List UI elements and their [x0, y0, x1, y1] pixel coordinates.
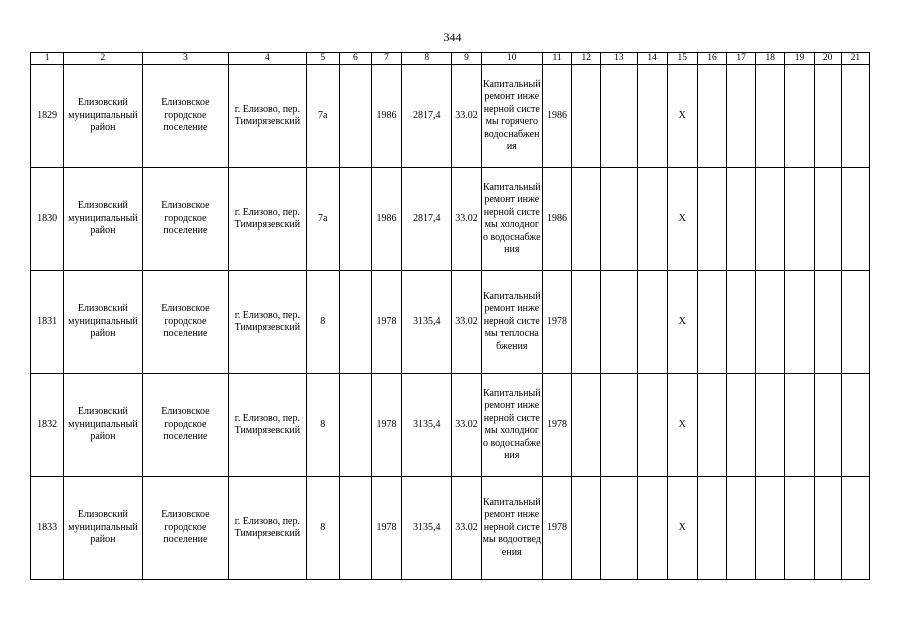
column-number-cell: 3 — [142, 53, 229, 65]
col18-cell — [756, 168, 785, 271]
column-number-cell: 19 — [785, 53, 814, 65]
col14-cell — [637, 168, 667, 271]
work-type-cell: Капитальный ремонт инженерной системы горячего водоснабжения — [481, 65, 542, 168]
column-number-row — [31, 53, 870, 65]
registry-table — [30, 52, 870, 580]
col21-cell — [841, 271, 869, 374]
row-number-cell: 1832 — [31, 374, 64, 477]
district-cell: Елизовский муниципальный район — [64, 168, 142, 271]
district-cell: Елизовский муниципальный район — [64, 271, 142, 374]
col17-cell — [727, 477, 756, 580]
col13-cell — [601, 477, 637, 580]
col12-cell — [572, 65, 601, 168]
col12-cell — [572, 168, 601, 271]
table-row — [31, 477, 870, 580]
column-number-cell: 20 — [814, 53, 841, 65]
column-number-cell: 4 — [229, 53, 306, 65]
col11-cell: 1978 — [542, 374, 571, 477]
column-number-cell: 18 — [756, 53, 785, 65]
col20-cell — [814, 168, 841, 271]
col6-cell — [339, 168, 371, 271]
work-type-cell: Капитальный ремонт инженерной системы холодного водоснабжения — [481, 374, 542, 477]
house-number-cell: 7а — [306, 65, 339, 168]
col18-cell — [756, 477, 785, 580]
column-number-cell: 13 — [601, 53, 637, 65]
col9-cell: 33.02 — [452, 65, 481, 168]
col19-cell — [785, 374, 814, 477]
col16-cell — [697, 477, 726, 580]
column-number-cell: 2 — [64, 53, 142, 65]
year-cell: 1978 — [371, 477, 401, 580]
house-number-cell: 8 — [306, 374, 339, 477]
area-cell: 3135,4 — [402, 374, 452, 477]
column-number-cell: 7 — [371, 53, 401, 65]
col14-cell — [637, 65, 667, 168]
column-number-cell: 5 — [306, 53, 339, 65]
settlement-cell: Елизовское городское поселение — [142, 65, 229, 168]
col13-cell — [601, 374, 637, 477]
work-type-cell: Капитальный ремонт инженерной системы холодного водоснабжения — [481, 168, 542, 271]
table-row — [31, 374, 870, 477]
row-number-cell: 1829 — [31, 65, 64, 168]
column-number-cell: 11 — [542, 53, 571, 65]
year-cell: 1978 — [371, 374, 401, 477]
col9-cell: 33.02 — [452, 477, 481, 580]
settlement-cell: Елизовское городское поселение — [142, 477, 229, 580]
col17-cell — [727, 65, 756, 168]
col19-cell — [785, 271, 814, 374]
col12-cell — [572, 271, 601, 374]
col20-cell — [814, 271, 841, 374]
area-cell: 2817,4 — [402, 168, 452, 271]
column-number-cell: 21 — [841, 53, 869, 65]
district-cell: Елизовский муниципальный район — [64, 477, 142, 580]
table-row — [31, 271, 870, 374]
col19-cell — [785, 168, 814, 271]
col13-cell — [601, 168, 637, 271]
col11-cell: 1978 — [542, 271, 571, 374]
year-cell: 1986 — [371, 65, 401, 168]
address-cell: г. Елизово, пер. Тимирязевский — [229, 65, 306, 168]
settlement-cell: Елизовское городское поселение — [142, 168, 229, 271]
col11-cell: 1986 — [542, 65, 571, 168]
col18-cell — [756, 271, 785, 374]
col6-cell — [339, 374, 371, 477]
settlement-cell: Елизовское городское поселение — [142, 374, 229, 477]
house-number-cell: 8 — [306, 271, 339, 374]
address-cell: г. Елизово, пер. Тимирязевский — [229, 374, 306, 477]
col6-cell — [339, 65, 371, 168]
row-number-cell: 1833 — [31, 477, 64, 580]
address-cell: г. Елизово, пер. Тимирязевский — [229, 477, 306, 580]
col15-mark-cell: X — [667, 168, 697, 271]
col21-cell — [841, 65, 869, 168]
col12-cell — [572, 477, 601, 580]
col18-cell — [756, 374, 785, 477]
col15-mark-cell: X — [667, 477, 697, 580]
column-number-cell: 8 — [402, 53, 452, 65]
col16-cell — [697, 271, 726, 374]
col6-cell — [339, 477, 371, 580]
district-cell: Елизовский муниципальный район — [64, 374, 142, 477]
col19-cell — [785, 477, 814, 580]
col16-cell — [697, 65, 726, 168]
col9-cell: 33.02 — [452, 271, 481, 374]
area-cell: 2817,4 — [402, 65, 452, 168]
col9-cell: 33.02 — [452, 168, 481, 271]
col20-cell — [814, 477, 841, 580]
col17-cell — [727, 374, 756, 477]
column-number-cell: 12 — [572, 53, 601, 65]
col12-cell — [572, 374, 601, 477]
column-number-cell: 6 — [339, 53, 371, 65]
col11-cell: 1986 — [542, 168, 571, 271]
col21-cell — [841, 374, 869, 477]
column-number-cell: 9 — [452, 53, 481, 65]
column-number-cell: 1 — [31, 53, 64, 65]
settlement-cell: Елизовское городское поселение — [142, 271, 229, 374]
col20-cell — [814, 65, 841, 168]
table-row — [31, 168, 870, 271]
col19-cell — [785, 65, 814, 168]
work-type-cell: Капитальный ремонт инженерной системы водоотведения — [481, 477, 542, 580]
year-cell: 1986 — [371, 168, 401, 271]
col15-mark-cell: X — [667, 271, 697, 374]
col14-cell — [637, 374, 667, 477]
house-number-cell: 7а — [306, 168, 339, 271]
col14-cell — [637, 271, 667, 374]
column-number-cell: 14 — [637, 53, 667, 65]
row-number-cell: 1830 — [31, 168, 64, 271]
col21-cell — [841, 168, 869, 271]
table-row — [31, 65, 870, 168]
district-cell: Елизовский муниципальный район — [64, 65, 142, 168]
year-cell: 1978 — [371, 271, 401, 374]
col14-cell — [637, 477, 667, 580]
address-cell: г. Елизово, пер. Тимирязевский — [229, 168, 306, 271]
row-number-cell: 1831 — [31, 271, 64, 374]
col16-cell — [697, 168, 726, 271]
area-cell: 3135,4 — [402, 271, 452, 374]
page-number: 344 — [443, 30, 462, 44]
column-number-cell: 16 — [697, 53, 726, 65]
col20-cell — [814, 374, 841, 477]
col21-cell — [841, 477, 869, 580]
col15-mark-cell: X — [667, 65, 697, 168]
col16-cell — [697, 374, 726, 477]
column-number-cell: 10 — [481, 53, 542, 65]
col13-cell — [601, 271, 637, 374]
col13-cell — [601, 65, 637, 168]
column-number-cell: 15 — [667, 53, 697, 65]
work-type-cell: Капитальный ремонт инженерной системы теплоснабжения — [481, 271, 542, 374]
col6-cell — [339, 271, 371, 374]
col9-cell: 33.02 — [452, 374, 481, 477]
address-cell: г. Елизово, пер. Тимирязевский — [229, 271, 306, 374]
col17-cell — [727, 271, 756, 374]
table-body — [31, 53, 870, 580]
col18-cell — [756, 65, 785, 168]
col11-cell: 1978 — [542, 477, 571, 580]
col17-cell — [727, 168, 756, 271]
col15-mark-cell: X — [667, 374, 697, 477]
area-cell: 3135,4 — [402, 477, 452, 580]
column-number-cell: 17 — [727, 53, 756, 65]
house-number-cell: 8 — [306, 477, 339, 580]
